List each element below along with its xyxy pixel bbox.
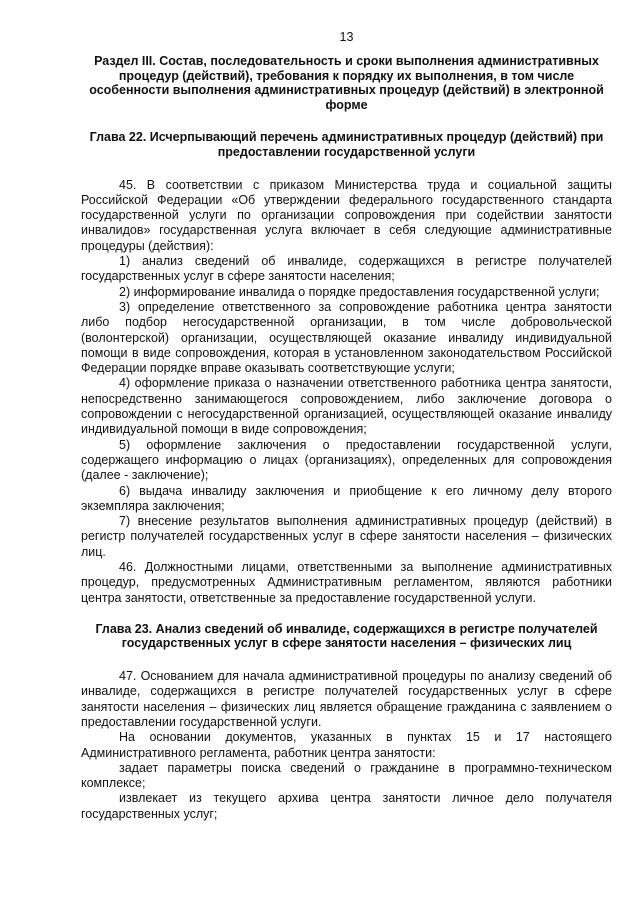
paragraph-47: 47. Основанием для начала административной процедуры по анализу сведений об инвалиде, содержащихся в регистре получателей государственных услуг в сфере занятости населения – физических лиц является обращение гражданина с заявлением о предоставлении государственной услуги. — [81, 669, 612, 729]
chapter-23-body — [81, 669, 612, 822]
page-number: 13 — [339, 30, 354, 44]
chapter-23-title: Глава 23. Анализ сведений об инвалиде, содержащихся в регистре получателей государственных услуг в сфере занятости населения – физических лиц — [95, 621, 598, 651]
paragraph-basis: На основании документов, указанных в пунктах 15 и 17 настоящего Административного регламента, работник центра занятости: — [81, 730, 612, 760]
paragraph-archive: извлекает из текущего архива центра занятости личное дело получателя государственных услуг; — [81, 791, 612, 821]
chapter-22-body — [81, 178, 612, 606]
list-item-6: 6) выдача инвалиду заключения и приобщение к его личному делу второго экземпляра заключения; — [81, 483, 612, 513]
list-item-4: 4) оформление приказа о назначении ответственного работника центра занятости, непосредственно занимающегося сопровождением, либо заключение договора о сопровождении с негосударственной организацией, осуществляющей оказание инвалиду индивидуальной помощи в виде сопровождения; — [81, 376, 612, 437]
list-item-2: 2) информирование инвалида о порядке предоставления государственной услуги; — [119, 284, 600, 299]
chapter-22-title: Глава 22. Исчерпывающий перечень административных процедур (действий) при предоставлении государственной услуги — [89, 130, 604, 159]
paragraph-45: 45. В соответствии с приказом Министерства труда и социальной защиты Российской Федерации «Об утверждении федерального государственного стандарта государственной услуги по организации сопровождения при содействии занятости инвалидов» государственная услуга включает в себя следующие административные процедуры (действия): — [81, 177, 612, 253]
paragraph-search: задает параметры поиска сведений о гражданине в программно-техническом комплексе; — [81, 760, 612, 791]
list-item-7: 7) внесение результатов выполнения административных процедур (действий) в регистр получателей государственных услуг в сфере занятости населения – физических лиц. — [81, 514, 612, 559]
list-item-5: 5) оформление заключения о предоставлении государственной услуги, содержащего информацию о лицах (организациях), определенных для сопровождения (далее - заключение); — [81, 437, 612, 483]
list-item-1: 1) анализ сведений об инвалиде, содержащихся в регистре получателей государственных услуг в сфере занятости населения; — [81, 254, 612, 284]
section-title: Раздел III. Состав, последовательность и сроки выполнения административных процедур (действий), требования к порядку их выполнения, в том числе особенности выполнения административных процедур (действий) в электронной форме — [89, 54, 604, 112]
document-page — [81, 30, 612, 822]
list-item-3: 3) определение ответственного за сопровождение работника центра занятости либо подбор негосударственной организации, в том числе добровольческой (волонтерской) организации, осуществляющей оказание инвалиду индивидуальной помощи в виде сопровождения, которая в установленном законодательством Российской Федерации порядке вправе оказывать соответствующие услуги; — [81, 299, 612, 376]
paragraph-46: 46. Должностными лицами, ответственными за выполнение административных процедур, предусмотренных Административным регламентом, являются работники центра занятости, ответственные за предоставление государственной услуги. — [81, 559, 612, 605]
